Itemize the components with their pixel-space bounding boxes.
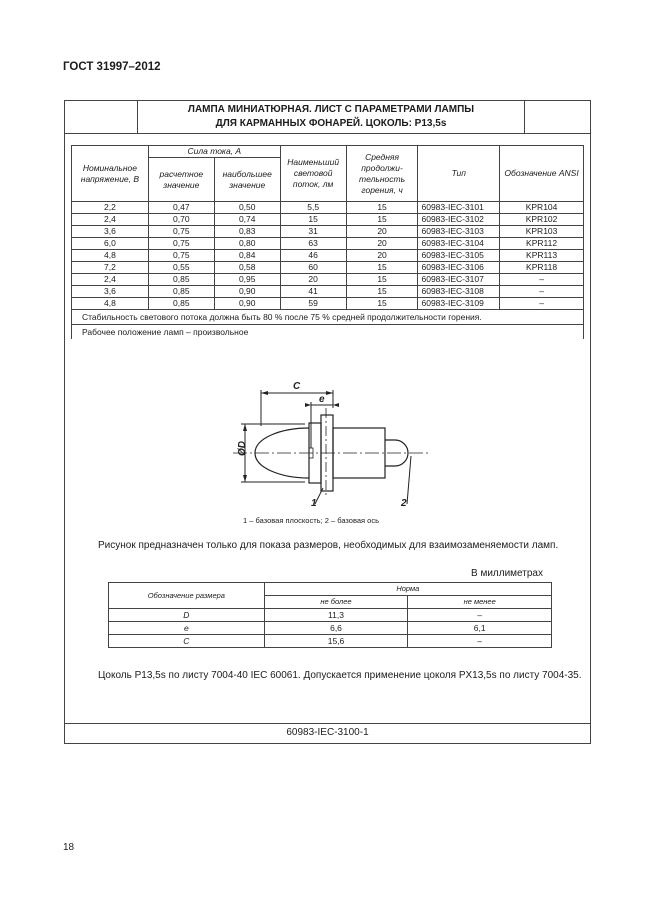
cell: 0,58 (214, 262, 280, 274)
header-flux: Наименьший световой поток, лм (280, 146, 346, 202)
table-row (109, 622, 552, 635)
table-row (72, 214, 584, 226)
figure-caption: 1 – базовая плоскость; 2 – базовая ось (243, 516, 379, 525)
callout-2-leader (407, 456, 411, 504)
cell: 15 (346, 262, 418, 274)
table-row (109, 609, 552, 622)
table-row (109, 635, 552, 648)
label-d: ØD (237, 441, 248, 456)
cell: 0,75 (148, 238, 214, 250)
cell: 0,50 (214, 202, 280, 214)
header-current-rated: расчетное значение (148, 158, 214, 202)
cell: 60983-IEC-3103 (418, 226, 500, 238)
arrow (243, 475, 247, 482)
table-row (72, 250, 584, 262)
header-life: Средняя продолжительность горения, ч (346, 146, 418, 202)
sheet-footer-divider (64, 723, 591, 724)
cell: 60983-IEC-3107 (418, 274, 500, 286)
position-note: Рабочее положение ламп – произвольное (72, 325, 584, 340)
cell: 20 (346, 238, 418, 250)
cell: 0,95 (214, 274, 280, 286)
cell: 15 (280, 214, 346, 226)
cell: 0,90 (214, 286, 280, 298)
cell: 46 (280, 250, 346, 262)
title-left-cell (64, 100, 138, 134)
table-row (72, 238, 584, 250)
cell: 15 (346, 286, 418, 298)
cell: 15 (346, 214, 418, 226)
dims-header-norm: Норма (264, 583, 551, 596)
table-row (72, 286, 584, 298)
cell: 60983-IEC-3108 (418, 286, 500, 298)
cell: 0,75 (148, 226, 214, 238)
cell: 0,85 (148, 286, 214, 298)
arrow (305, 403, 311, 407)
cell: 60983-IEC-3105 (418, 250, 500, 262)
label-c: C (293, 381, 301, 392)
cell: 4,8 (72, 250, 149, 262)
cell: 20 (346, 226, 418, 238)
dims-header-min: не менее (408, 596, 552, 609)
table-row (72, 298, 584, 310)
cell: 60983-IEC-3106 (418, 262, 500, 274)
cell: 0,75 (148, 250, 214, 262)
arrow (261, 391, 268, 395)
cell: KPR104 (500, 202, 584, 214)
cell: 20 (346, 250, 418, 262)
cell: 3,6 (72, 286, 149, 298)
cell: 0,55 (148, 262, 214, 274)
cell: 2,4 (72, 214, 149, 226)
table-row (72, 202, 584, 214)
cell: 3,6 (72, 226, 149, 238)
cell: 15,6 (264, 635, 408, 648)
arrow (333, 403, 339, 407)
page-number: 18 (63, 842, 75, 853)
lamp-dimension-drawing (225, 378, 435, 518)
cell: 60 (280, 262, 346, 274)
header-ansi: Обозначение ANSI (500, 146, 584, 202)
cell: 15 (346, 298, 418, 310)
purpose-paragraph: Рисунок предназначен только для показа размеров, необходимых для взаимозаменяемости ламп. (98, 540, 559, 551)
stability-note: Стабильность светового потока должна быть 80 % после 75 % средней продолжительности горения. (72, 310, 584, 325)
cell: – (408, 635, 552, 648)
cell: 7,2 (72, 262, 149, 274)
arrow (326, 391, 333, 395)
header-current-max: наибольшее значение (214, 158, 280, 202)
cell: – (500, 274, 584, 286)
cell: D (109, 609, 265, 622)
cell: 0,70 (148, 214, 214, 226)
cell: KPR113 (500, 250, 584, 262)
cell: 0,84 (214, 250, 280, 262)
header-voltage: Номинальное напряжение, В (72, 146, 149, 202)
cell: 60983-IEC-3104 (418, 238, 500, 250)
label-e: e (319, 394, 325, 405)
cell: 0,47 (148, 202, 214, 214)
cell: 0,85 (148, 298, 214, 310)
cell: 20 (280, 274, 346, 286)
table-note-row (72, 310, 584, 325)
dimensions-table (108, 582, 552, 648)
table-row (72, 274, 584, 286)
cell: 63 (280, 238, 346, 250)
cell: 0,74 (214, 214, 280, 226)
header-current-group: Сила тока, А (148, 146, 280, 158)
cell: 59 (280, 298, 346, 310)
table-row (72, 226, 584, 238)
title-right-cell (524, 100, 591, 134)
table-note-row (72, 325, 584, 340)
cell: 60983-IEC-3101 (418, 202, 500, 214)
sheet-title (138, 103, 524, 131)
cell: e (109, 622, 265, 635)
dims-header-name: Обозначение размера (109, 583, 265, 609)
cell: – (500, 286, 584, 298)
header-type: Тип (418, 146, 500, 202)
cell: 15 (346, 274, 418, 286)
cell: 6,6 (264, 622, 408, 635)
cell: 4,8 (72, 298, 149, 310)
cell: 5,5 (280, 202, 346, 214)
dims-header-max: не более (264, 596, 408, 609)
cell: 15 (346, 202, 418, 214)
cell: 6,0 (72, 238, 149, 250)
sheet-id: 60983-IEC-3100-1 (286, 727, 369, 738)
cell: 6,1 (408, 622, 552, 635)
lamp-parameters-rows (72, 202, 584, 340)
cell: 0,85 (148, 274, 214, 286)
cell: 60983-IEC-3102 (418, 214, 500, 226)
cell: 41 (280, 286, 346, 298)
cell: 2,2 (72, 202, 149, 214)
base-note-paragraph: Цоколь P13,5s по листу 7004-40 IEC 60061. Допускается применение цоколя PX13,5s по листу 7004-35. (98, 670, 582, 681)
cell: 31 (280, 226, 346, 238)
arrow (243, 424, 247, 431)
cell: 2,4 (72, 274, 149, 286)
cell: 11,3 (264, 609, 408, 622)
lamp-parameters-table (71, 145, 584, 339)
cell: 0,80 (214, 238, 280, 250)
cell: KPR102 (500, 214, 584, 226)
cell: KPR118 (500, 262, 584, 274)
cell: KPR103 (500, 226, 584, 238)
sheet-title-line2: ДЛЯ КАРМАННЫХ ФОНАРЕЙ. ЦОКОЛЬ: P13,5s (215, 118, 447, 129)
table-row (72, 262, 584, 274)
cell: – (408, 609, 552, 622)
standard-header: ГОСТ 31997–2012 (63, 61, 161, 73)
units-label: В миллиметрах (471, 568, 543, 579)
cell: 0,83 (214, 226, 280, 238)
callout-1: 1 (311, 498, 317, 509)
cell: 60983-IEC-3109 (418, 298, 500, 310)
cell: 0,90 (214, 298, 280, 310)
cell: C (109, 635, 265, 648)
callout-2: 2 (401, 498, 407, 509)
cell: – (500, 298, 584, 310)
cell: KPR112 (500, 238, 584, 250)
sheet-title-line1: ЛАМПА МИНИАТЮРНАЯ. ЛИСТ С ПАРАМЕТРАМИ ЛАМПЫ (187, 104, 475, 115)
